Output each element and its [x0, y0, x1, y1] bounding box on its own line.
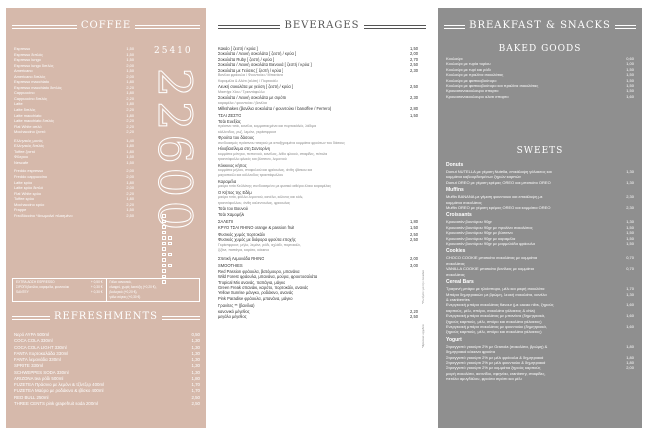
- item-name: Νερό ΑΥΡΑ 500ml: [14, 332, 50, 337]
- refreshments-section-title: [12, 311, 200, 322]
- item-name: Americano: [14, 68, 33, 74]
- item-price: 2,00: [626, 365, 634, 371]
- item-name: Freddo espresso: [14, 168, 44, 174]
- item-price: 1,60: [626, 323, 634, 329]
- item-price: 2,20: [126, 201, 134, 207]
- item-price: 1,50: [126, 207, 134, 213]
- item-name: Κακάο [ ζεστή / κρύα ]: [218, 46, 258, 51]
- extras-note-line: βιολογικό (+0,20 €),: [109, 290, 138, 294]
- item-price: 1,50: [126, 159, 134, 165]
- item-name: Στραγγιστό γιαούρτι 2% με κομμάτια ξηρούς καρπούς: [446, 365, 541, 371]
- item-name: Flat White κρύο: [14, 190, 42, 196]
- breakfast-section-title: [444, 20, 636, 31]
- item-price: 1,50: [126, 51, 134, 57]
- item-name: Κρουασάν βουτύρου 90gr: [446, 219, 492, 225]
- item-name: Κουλούρι με πραλίνα σοκολάτας: [446, 72, 504, 78]
- item-name: Ενεργειακή μπάρα σοκολάτας με φουντούκι (δημητριακά,: [446, 323, 547, 329]
- item-name: FANTA λεμονάδα 330ml: [14, 357, 61, 362]
- item-name: SANTEY: [16, 290, 29, 294]
- title-rule-right: [162, 316, 200, 317]
- item-name: Στραγγιστό γιαούρτι 2% με μέλι φράουλα & δημητριακά: [446, 354, 544, 360]
- item-name: Φυσικός χυμός πορτοκάλι: [218, 231, 265, 237]
- item-name: κομμάτια μήλου, σταφυλιού και φράουλας, άνθη ιβίσκου και: [218, 167, 313, 172]
- title-rule-left: [12, 25, 77, 26]
- item-price: 1,50: [626, 77, 634, 83]
- item-name: Γκρέιπφρουτ, μήλο, λεμόνι, ρόδι, αχλάδι, πορτοκάλι,: [218, 242, 301, 247]
- item-name: Κουλούρι με φιστικοβούτυρο και πραλίνα σοκολάτας: [446, 83, 539, 89]
- item-name: Κρουασάν βουτύρου 90gr με βύσσινο: [446, 230, 513, 236]
- sweets-category: Cookies: [446, 248, 466, 255]
- menu-item: [446, 180, 634, 185]
- item-price: 2,50: [191, 400, 200, 406]
- item-name: κομμάτια μάνγκο, πεπονιού, κανέλας, λιθίο φλοιού, σταφίδες, πέταλα: [218, 151, 328, 156]
- item-price: 2,00: [126, 73, 134, 79]
- item-price: 1,70: [191, 382, 200, 387]
- item-name: Green Freak σπανάκι, καρότο, πορτοκάλι, ανανάς: [218, 285, 309, 291]
- item-name: Τσάι Χαμομήλι: [218, 211, 245, 217]
- item-price: 1,80: [626, 354, 634, 360]
- item-name: μικρή σοκολάτα, ακτινίδιο, σφηνάκι, cranberry, σταφίδες,: [446, 370, 546, 376]
- item-name: Ενεργειακή μπάρα σοκολάτας flavour (με cacao nibs, ξηρούς: [446, 302, 554, 308]
- beverages-panel: [214, 8, 430, 428]
- item-price: 2,30: [410, 67, 418, 73]
- item-price: 2,30: [410, 95, 418, 101]
- item-name: Americano διπλός: [14, 73, 46, 79]
- item-price: 2,20: [126, 107, 134, 113]
- item-name: Frεdδόccino *Ανωμαλεί πλασμένο: [14, 212, 73, 218]
- item-name: Τσάι του Βουνού: [218, 206, 249, 212]
- item-price: 2,00: [126, 62, 134, 68]
- sweets-category: Yogurt: [446, 336, 462, 343]
- item-name: κόλλινιδος, ρυζ, λεμόνι, γκρέιπφρουτ: [218, 129, 277, 134]
- item-name: τριαντάφυλλου, άνθη καλεντουλας, φραουλας: [218, 200, 291, 205]
- item-name: Cappuccino διπλός: [14, 95, 48, 101]
- item-name: Κόκκινος κήπος: [218, 162, 247, 168]
- breakfast-title-text: BREAKFAST & SNACKS: [469, 20, 611, 31]
- item-price: 1,60: [626, 93, 634, 99]
- item-price: 1,80: [126, 101, 134, 107]
- item-name: Ελληνικός μονός: [14, 137, 43, 143]
- item-price: 1,60: [626, 302, 634, 308]
- item-name: ΤΣΑΙ ΖΕΣΤΟ: [218, 113, 242, 119]
- item-name: Mochaccino ζεστό: [14, 129, 46, 135]
- item-name: Καραμέλα & Αλάτι (αλάτι) / Πορτοκάλι: [218, 78, 278, 83]
- item-price: [402, 248, 418, 253]
- item-name: Τραγανή μπάρα με ηλιόσπορο, μέλι και μικρή σοκολάτα: [446, 286, 545, 292]
- item-name: Latte διπλός: [14, 107, 36, 113]
- item-name: Στραγγιστό γιαούρτι 2% με μέλι φουντούκι & δημητριακά: [446, 359, 546, 365]
- item-price: 2,20: [126, 118, 134, 124]
- item-name: Κουλούρι με φιστικοβούτυρο: [446, 77, 497, 83]
- item-name: Γρανίτες ** (βανίλια): [218, 303, 255, 309]
- coffee-panel: [6, 8, 206, 428]
- menu-item: [14, 213, 134, 219]
- item-name: τριαντάφυλλο φλοιός και βύσσινο, λεμονιού: [218, 157, 287, 162]
- menu-item: [14, 129, 134, 135]
- item-name: Latte κρύο: [14, 179, 33, 185]
- item-price: 1,50: [410, 113, 418, 119]
- item-price: [618, 272, 634, 277]
- menu-item: [446, 329, 634, 334]
- sweets-category: Donuts: [446, 162, 464, 168]
- item-price: 1,50: [626, 83, 634, 89]
- item-price: 0,70: [626, 255, 634, 261]
- item-price: 2,70: [410, 56, 418, 62]
- item-price: 1,30: [191, 363, 200, 369]
- item-price: 1,30: [626, 291, 634, 297]
- item-price: 2,50: [191, 394, 200, 400]
- item-name: πετάλα αμυγδάλου, φρούτα σιρόπι και μέλι: [446, 376, 522, 382]
- item-name: CHOCO COOKIE μπισκότο σοκολάτας με κομμάτια: [446, 255, 538, 261]
- item-name: Latte: [14, 101, 23, 107]
- item-name: Mochaccino κρύο: [14, 201, 45, 207]
- item-name: κομμάτια καβουρδισμένων ξηρών καρπών: [446, 174, 521, 180]
- item-price: [402, 212, 418, 217]
- item-name: Σοκολάτα με Γεύσεις [ ζεστή / κρύα ]: [218, 67, 284, 73]
- item-price: 2,50: [410, 237, 418, 243]
- item-price: 2,20: [126, 95, 134, 101]
- item-price: 2,20: [410, 308, 418, 314]
- menu-item: [14, 160, 134, 166]
- item-name: Latte macchiato διπλός: [14, 118, 55, 124]
- item-name: Espresso macchiato: [14, 79, 50, 85]
- item-name: Λευκή σοκολάτα με γεύση [ ζεστή / κρύα ]: [218, 84, 294, 90]
- item-name: ξηρούς καρπούς, μέλι, σπόρο και σοκολάτα γάλακτος): [446, 318, 542, 324]
- item-price: 1,60: [626, 313, 634, 319]
- item-price: 1,50: [626, 235, 634, 241]
- menu-item: [218, 314, 418, 319]
- item-name: Toffee κρύο: [14, 196, 35, 202]
- item-price: 2,80: [410, 105, 418, 111]
- item-name: Βανίλια φράουλα / Φουντούκι / Μπανάνα: [218, 73, 283, 78]
- item-name: Κουλούρι: [446, 56, 463, 61]
- item-price: 2,50: [410, 62, 418, 68]
- menu-item: [218, 256, 418, 261]
- item-price: 0,70: [626, 266, 634, 272]
- item-name: FUZETEA Μαύρο με ροδάκινο & ιβίσκο 400ml: [14, 388, 104, 394]
- phone-prefix: 25410: [154, 46, 193, 56]
- item-name: Milkshakes (βανίλια σοκολάτα / φουντούκι / banoffee / Ferrero): [218, 105, 332, 111]
- item-price: 2,20: [126, 84, 134, 90]
- item-name: ΚΡΥΟ ΤΣΑΙ RHINO orange & passion fruit: [218, 224, 295, 230]
- item-name: Freddo cappuccino: [14, 174, 48, 180]
- item-price: 1,80: [126, 148, 134, 154]
- item-name: COCA COLA LIGHT 330ml: [14, 344, 67, 350]
- coffee-title-text: COFFEE: [80, 20, 132, 31]
- item-price: + 0,30 €: [90, 285, 103, 289]
- item-name: Κρουασάν βουτύρου 90gr με καραμέλα: [446, 235, 516, 241]
- item-price: 2,00: [410, 255, 418, 261]
- sweets-list: [446, 160, 634, 382]
- item-name: EXTRA ΔΟΣΗ ESPRESSO: [16, 280, 55, 284]
- sweets-category: Cereal Bars: [446, 279, 474, 286]
- item-price: 3,00: [410, 263, 418, 269]
- baked-goods-title: BAKED GOODS: [498, 44, 582, 54]
- item-price: 1,50: [410, 224, 418, 230]
- item-name: μαγιοπούλι και κόλλινιδος τριαντάφυλλου: [218, 173, 284, 178]
- item-price: 1,30: [191, 344, 200, 350]
- item-name: RED BULL 250ml: [14, 394, 49, 400]
- item-price: 1,80: [126, 143, 134, 149]
- item-name: σοκολάτας: [446, 271, 465, 277]
- coffee-section-title: [12, 20, 200, 31]
- item-name: Φρούτα του δάσους: [218, 135, 255, 141]
- item-name: Nescafe: [14, 159, 29, 165]
- item-price: 2,30: [626, 194, 634, 200]
- item-price: 0,50: [191, 332, 200, 337]
- item-name: Wild Forest φράουλα, μπανάνα, μούρα, φρουτοσαλάτα: [218, 274, 318, 280]
- item-name: Σοκολάτα / Λευκή σοκολάτα με σιρόπι: [218, 95, 287, 101]
- item-price: 1,50: [410, 46, 418, 51]
- extras-note-line: γάλα σόγιας (+0,30 €): [109, 295, 141, 299]
- item-price: 2,00: [126, 185, 134, 191]
- item-name: FANTA πορτοκαλάδα 330ml: [14, 350, 69, 356]
- item-name: COCA COLA 330ml: [14, 338, 53, 344]
- phone-block: [148, 46, 200, 266]
- title-rule-right: [615, 25, 636, 26]
- item-price: 2,00: [410, 51, 418, 57]
- title-rule-left: [444, 25, 465, 26]
- menu-item: [446, 241, 634, 246]
- item-name: δημητριακά κόκκινα φρούτα: [446, 349, 496, 355]
- item-name: Κρουασανοκουλουρο αλατι σπαρτο: [446, 93, 509, 99]
- refreshments-title-text: REFRESHMENTS: [54, 311, 158, 322]
- item-price: 1,80: [126, 79, 134, 85]
- item-price: 2,50: [410, 231, 418, 237]
- extras-list: [13, 279, 106, 301]
- item-price: 2,50: [410, 84, 418, 90]
- item-name: Κρουασάν βουτύρου 90gr με μαρμελάδα φράουλα: [446, 241, 535, 247]
- item-name: Espresso lungo διπλός: [14, 62, 54, 68]
- item-price: 1,50: [626, 66, 634, 72]
- beverages-list: [218, 46, 418, 320]
- coffee-list: [14, 46, 134, 218]
- item-name: ΣΙΡΟΠΙ βανίλια, καραμέλα, φουντούκι: [16, 285, 70, 289]
- item-name: Frappe: [14, 207, 27, 213]
- side-note-variety: *Ρωτήστε για την ποικιλία: [421, 270, 425, 304]
- item-name: Latte κρύο διπλό: [14, 185, 44, 191]
- title-rule-right: [135, 25, 200, 26]
- item-name: Σοκολάτα Ruby [ ζεστή / κρύα ]: [218, 56, 275, 62]
- extras-note-line: Γάλα: κανονικό,: [109, 280, 132, 284]
- item-price: 1,50: [626, 241, 634, 247]
- item-price: + 0,30 €: [90, 290, 103, 294]
- item-name: Σοκολάτα / Λευκή σοκολάτα Βιενουά [ ζεστή / κρύα ]: [218, 62, 312, 68]
- item-name: Μπάρα δημητριακών με βρώμη, λευκή σοκολάτα, κανέλα: [446, 291, 547, 297]
- item-price: 1,50: [626, 224, 634, 230]
- item-name: Espresso διπλός: [14, 51, 43, 57]
- item-price: 1,30: [191, 338, 200, 344]
- item-name: συνδυασμός πράσινου τσαγιού με αποξηραμένα κομμάτια φρούτων του δάσους: [218, 140, 345, 145]
- item-name: πράσινο τσάι, κανέλα, κομματιαςμένα και πορτοκάλι/ο, λάδιμα: [218, 124, 317, 129]
- item-name: Muffin OREO με γέμιση κρέμας OREO και κομμάτια OREO: [446, 205, 551, 211]
- item-name: ξηρούς καρπούς, μέλι, σπόρο και σοκολάτα γάλακτος): [446, 329, 542, 335]
- item-price: + 0,50 €: [90, 280, 103, 284]
- item-price: 1,80: [626, 359, 634, 365]
- item-name: SPRITE 330ml: [14, 363, 44, 369]
- breakfast-panel: [438, 8, 642, 428]
- item-price: 1,80: [191, 375, 200, 381]
- item-price: 1,50: [626, 88, 634, 94]
- menu-item: [446, 94, 634, 99]
- sweets-category: Muffins: [446, 187, 464, 194]
- item-name: Red Passion φράουλα, βατόμουρο, μπανάνα: [218, 268, 300, 274]
- item-price: 1,30: [191, 369, 200, 375]
- sweets-title: SWEETS: [516, 146, 564, 156]
- item-name: ARIZONA tea ρόδι 500ml: [14, 375, 64, 381]
- item-name: μεγάλο μέγεθος: [218, 314, 247, 320]
- item-price: [402, 296, 418, 301]
- menu-item: [218, 248, 418, 253]
- menu-item: [446, 205, 634, 210]
- item-name: καρπούς, μέλι, σπόρο, σοκολάτα γάλακτος & chia): [446, 307, 535, 313]
- item-price: 1,50: [126, 57, 134, 63]
- item-price: 1,70: [626, 286, 634, 292]
- item-name: Tropical Mix ανανάς, παπάγια, μάγκο: [218, 279, 286, 285]
- beverages-section-title: [218, 20, 426, 31]
- item-name: Espresso lungo: [14, 57, 41, 63]
- item-price: 1,30: [191, 350, 200, 356]
- menu-item: [446, 376, 634, 381]
- menu-item: [218, 212, 418, 217]
- cup-icons: [162, 214, 186, 286]
- item-name: Φυσικός χυμός με διάφορα φρούτα εποχής: [218, 237, 296, 243]
- sweets-category: Croissants: [446, 212, 472, 219]
- item-name: μαύρο τσάι Κεϋλάνης συνδυασμένο με φυσικό αιθέριο έλαιο καραμέλας: [218, 184, 332, 189]
- extras-box: [12, 278, 200, 302]
- item-price: 2,00: [126, 168, 134, 174]
- item-price: 1,50: [126, 46, 134, 51]
- item-price: 2,00: [126, 174, 134, 180]
- item-price: 1,30: [626, 179, 634, 185]
- item-name: Muffin BANANA με γέμιση φουντουκι και επικάλυψη με: [446, 194, 543, 200]
- item-price: 2,20: [126, 123, 134, 129]
- item-name: Φίλτρου: [14, 154, 28, 160]
- item-name: Latte macchiato: [14, 112, 42, 118]
- item-name: Donut OREO με γέμιση κρέμας OREO και μπισκότο OREO: [446, 179, 551, 185]
- item-name: Pink Paradise φράουλα, μπανάνα, μάγκο: [218, 295, 293, 301]
- item-price: 1,30: [626, 219, 634, 225]
- item-price: 1,50: [626, 72, 634, 78]
- menu-item: [218, 225, 418, 230]
- item-name: Σοκολάτα / Λευκή σοκολάτα [ ζεστή / κρύα ]: [218, 51, 297, 57]
- item-name: Cappuccino: [14, 90, 35, 96]
- item-name: Τσάι Ευεξίας: [218, 118, 241, 124]
- item-name: Κρουασανοκουλουρο σπαρτο: [446, 88, 499, 94]
- item-name: SMOOTHIES: [218, 263, 243, 269]
- item-name: Donut NUTELLA με γέμιση Nutella, επικάλυψη γάλακτος και: [446, 169, 552, 174]
- item-name: Κουλούρι με τυρία τυρίου: [446, 61, 491, 67]
- item-name: THREE CENTS pink grapefruit soda 200ml: [14, 400, 98, 406]
- item-price: 2,50: [410, 314, 418, 320]
- item-name: μαύρο τσάι, φύλλα λεμονιού, κανέλα, κόλινος και κόλι,: [218, 195, 304, 200]
- item-price: 1,80: [126, 90, 134, 96]
- phone-number: 22600: [148, 67, 202, 235]
- item-price: 1,80: [126, 179, 134, 185]
- item-name: κανονικό μέγεθος: [218, 308, 250, 314]
- item-name: Κουλούρι με τυρί και ρόδι: [446, 66, 491, 72]
- item-name: Toffee ζεστό: [14, 148, 36, 154]
- item-name: & cranberries: [446, 296, 470, 302]
- item-name: Ελληνικός διπλός: [14, 143, 45, 149]
- item-name: Σπιτική Λεμονάδα RHINO: [218, 255, 265, 261]
- item-name: Μαστίχα Χίου / Τριαντάφυλλο: [218, 89, 265, 94]
- item-name: Ο Κήπος της Εδέμ: [218, 189, 252, 195]
- item-price: 1,40: [126, 137, 134, 143]
- item-price: 1,50: [126, 154, 134, 160]
- item-price: 0,60: [626, 56, 634, 61]
- menu-item: [446, 272, 634, 277]
- item-name: SCHWEPPES SODA 330ml: [14, 369, 69, 375]
- item-price: 1,50: [626, 230, 634, 236]
- item-name: ΣΑΛΕΠΙ: [218, 219, 233, 225]
- beverages-title-text: BEVERAGES: [284, 20, 360, 31]
- item-price: 1,30: [626, 169, 634, 174]
- item-price: 1,80: [126, 196, 134, 202]
- item-name: Καραμέλα: [218, 178, 237, 184]
- item-name: Στραγγιστό γιαούρτι 2% με Granola (σοκολάτα, βρώμη) &: [446, 343, 548, 349]
- item-price: 1,50: [126, 68, 134, 74]
- item-price: 1,70: [191, 388, 200, 394]
- item-price: [618, 329, 634, 334]
- title-rule-right: [364, 25, 426, 26]
- item-name: Flat White απλό: [14, 123, 42, 129]
- item-name: Ενεργειακή μπάρα σοκολάτας με μπανάνα (δημητριακά,: [446, 313, 545, 319]
- item-price: 1,80: [626, 343, 634, 349]
- menu-item: [218, 106, 418, 111]
- item-price: 2,20: [126, 129, 134, 135]
- refreshments-list: [14, 332, 200, 407]
- menu-item: [16, 290, 103, 295]
- menu-item: [218, 296, 418, 301]
- extras-note: [106, 279, 200, 301]
- extras-note-line: ελαφρύ, χωρίς λακτόζη (+0,20 €),: [109, 285, 157, 289]
- item-price: 2,20: [126, 190, 134, 196]
- title-rule-left: [12, 316, 50, 317]
- item-price: 2,50: [126, 212, 134, 218]
- item-name: Ηλιοβασίλεμα στη Σαντορίνη: [218, 146, 270, 152]
- side-note-fresh: *Φρέσκια ορχιδέα: [421, 324, 425, 348]
- item-price: 1,00: [626, 61, 634, 67]
- item-name: Espresso: [14, 46, 31, 51]
- baked-goods-list: [446, 56, 634, 99]
- item-price: 1,80: [410, 219, 418, 225]
- item-name: ζιζάνι, παπάγια, καρότο, κόκκινο: [218, 248, 270, 253]
- item-price: 1,30: [191, 357, 200, 362]
- item-name: FUZETEA Πράσινο με λεμόνι & τζίντζερ 400ml: [14, 382, 105, 387]
- item-name: καραμέλα / φουντούκι / βανίλια: [218, 100, 267, 105]
- item-name: κομμάτια σοκολάτας: [446, 199, 482, 205]
- item-price: [618, 376, 634, 381]
- menu-item: [14, 401, 200, 407]
- item-name: VANILLA COOKIE μπισκότο βανίλιας με κομμάτια: [446, 266, 534, 272]
- item-name: Κρουασάν βουτύρου 90gr με πραλίνα σοκολάτας: [446, 224, 533, 230]
- item-name: Yellow Sunrise μάνγκο, ροδάκινο, ανανάς: [218, 290, 294, 296]
- title-rule-left: [218, 25, 280, 26]
- item-name: Espresso macchiato διπλός: [14, 84, 62, 90]
- item-name: σοκολάτας: [446, 260, 465, 266]
- item-price: 2,30: [626, 205, 634, 211]
- item-price: 1,80: [126, 112, 134, 118]
